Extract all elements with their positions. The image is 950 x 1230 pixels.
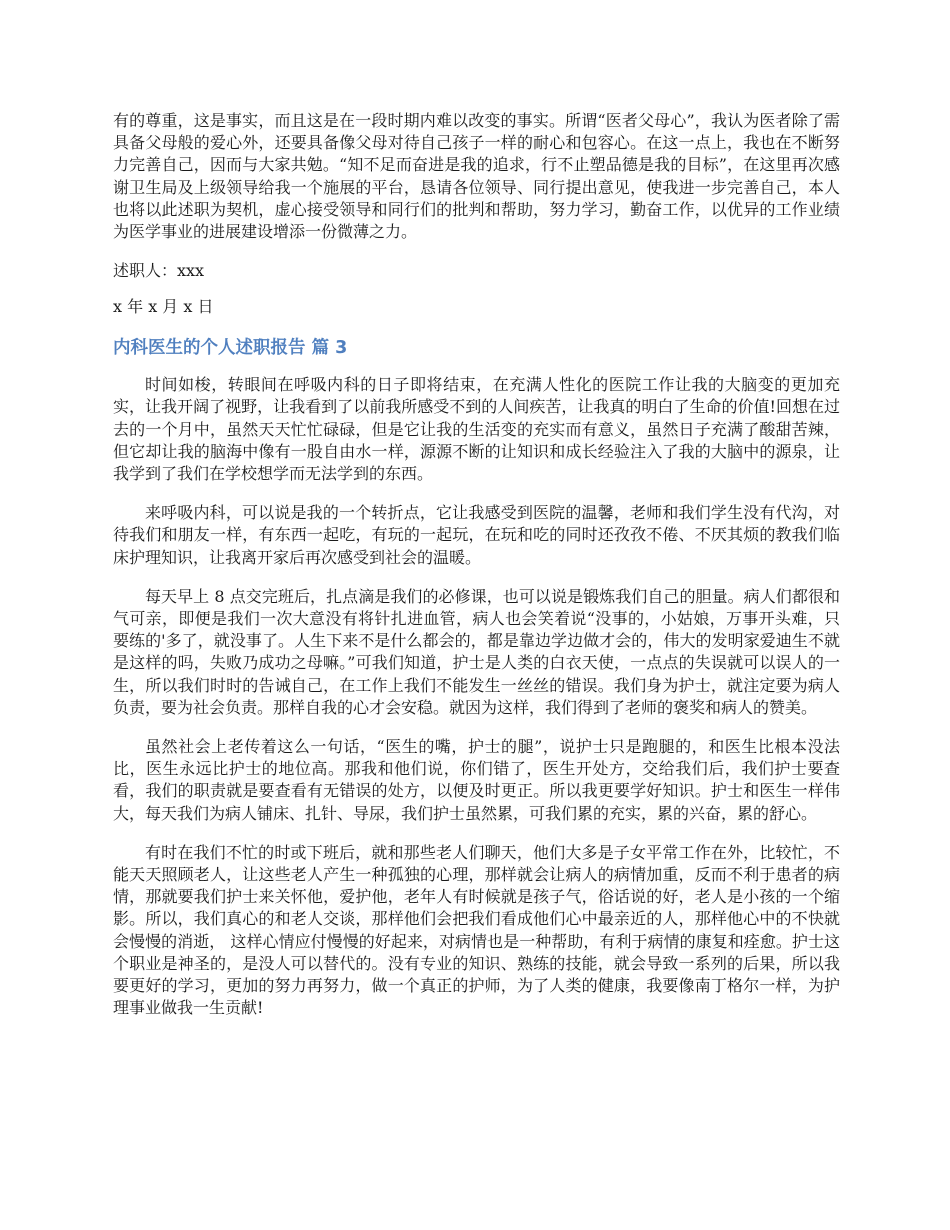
- body-paragraph-4: 虽然社会上老传着这么一句话，“医生的嘴，护士的腿”，说护士只是跑腿的，和医生比根本没法比，医生永远比护士的地位高。那我和他们说，你们错了，医生开处方，交给我们后，我们护士要查看，我们的职责就是要查看有无错误的处方，以便及时更正。所以我更要学好知识。护士和医生一样伟大，每天我们为病人铺床、扎针、导尿，我们护士虽然累，可我们累的充实，累的兴奋，累的舒心。: [113, 737, 840, 823]
- document-page: [113, 110, 840, 1037]
- date-line: x 年 x 月 x 日: [113, 297, 214, 317]
- body-paragraph-1: 时间如梭，转眼间在呼吸内科的日子即将结束，在充满人性化的医院工作让我的大脑变的更加充实，让我开阔了视野，让我看到了以前我所感受不到的人间疾苦，让我真的明白了生命的价值!回想在过去的一个月中，虽然天天忙忙碌碌，但是它让我的生活变的充实而有意义，虽然日子充满了酸甜苦辣，但它却让我的脑海中像有一股自由水一样，源源不断的让知识和成长经验注入了我的大脑中的源泉，让我学到了我们在学校想学而无法学到的东西。: [113, 375, 840, 484]
- signer-line: 述职人：xxx: [113, 261, 205, 281]
- section-heading: 内科医生的个人述职报告 篇 3: [113, 338, 348, 359]
- body-paragraph-3: 每天早上 8 点交完班后，扎点滴是我们的必修课，也可以说是锻炼我们自己的胆量。病人们都很和气可亲，即便是我们一次大意没有将针扎进血管，病人也会笑着说“没事的，小姑娘，万事开头难，只要练的'多了，就没事了。人生下来不是什么都会的，都是靠边学边做才会的，伟大的发明家爱迪生不就是这样的吗，失败乃成功之母嘛。”可我们知道，护士是人类的白衣天使，一点点的失误就可以误人的一生，所以我们时时的告诫自己，在工作上我们不能发生一丝丝的错误。我们身为护士，就注定要为病人负责，要为社会负责。那样自我的心才会安稳。就因为这样，我们得到了老师的褒奖和病人的赞美。: [113, 586, 840, 717]
- body-paragraph-2: 来呼吸内科，可以说是我的一个转折点，它让我感受到医院的温馨，老师和我们学生没有代沟，对待我们和朋友一样，有东西一起吃，有玩的一起玩，在玩和吃的同时还孜孜不倦、不厌其烦的教我们临床护理知识，让我离开家后再次感受到社会的温暖。: [113, 503, 840, 567]
- body-paragraph-5: 有时在我们不忙的时或下班后，就和那些老人们聊天，他们大多是子女平常工作在外，比较忙，不能天天照顾老人，让这些老人产生一种孤独的心理，那样就会让病人的病情加重，反而不利于患者的病情，那就要我们护士来关怀他，爱护他，老年人有时候就是孩子气，俗话说的好，老人是小孩的一个缩影。所以，我们真心的和老人交谈，那样他们会把我们看成他们心中最亲近的人，那样他心中的不快就会慢慢的消逝， 这样心情应付慢慢的好起来，对病情也是一种帮助，有利于病情的康复和痊愈。护士这个职业是神圣的，是没人可以替代的。没有专业的知识、熟练的技能，就会导致一系列的后果，所以我要更好的学习，更加的努力再努力，做一个真正的护师，为了人类的健康，我要像南丁格尔一样，为护理事业做我一生贡献!: [113, 842, 840, 1018]
- intro-paragraph: 有的尊重，这是事实，而且这是在一段时期内难以改变的事实。所谓“医者父母心”，我认为医者除了需具备父母般的爱心外，还要具备像父母对待自己孩子一样的耐心和包容心。在这一点上，我也在不断努力完善自己，因而与大家共勉。“知不足而奋进是我的追求，行不止塑品德是我的目标”，在这里再次感谢卫生局及上级领导给我一个施展的平台，恳请各位领导、同行提出意见，使我进一步完善自己，本人也将以此述职为契机，虚心接受领导和同行们的批判和帮助，努力学习，勤奋工作，以优异的工作业绩为医学事业的进展建设增添一份微薄之力。: [113, 111, 840, 242]
